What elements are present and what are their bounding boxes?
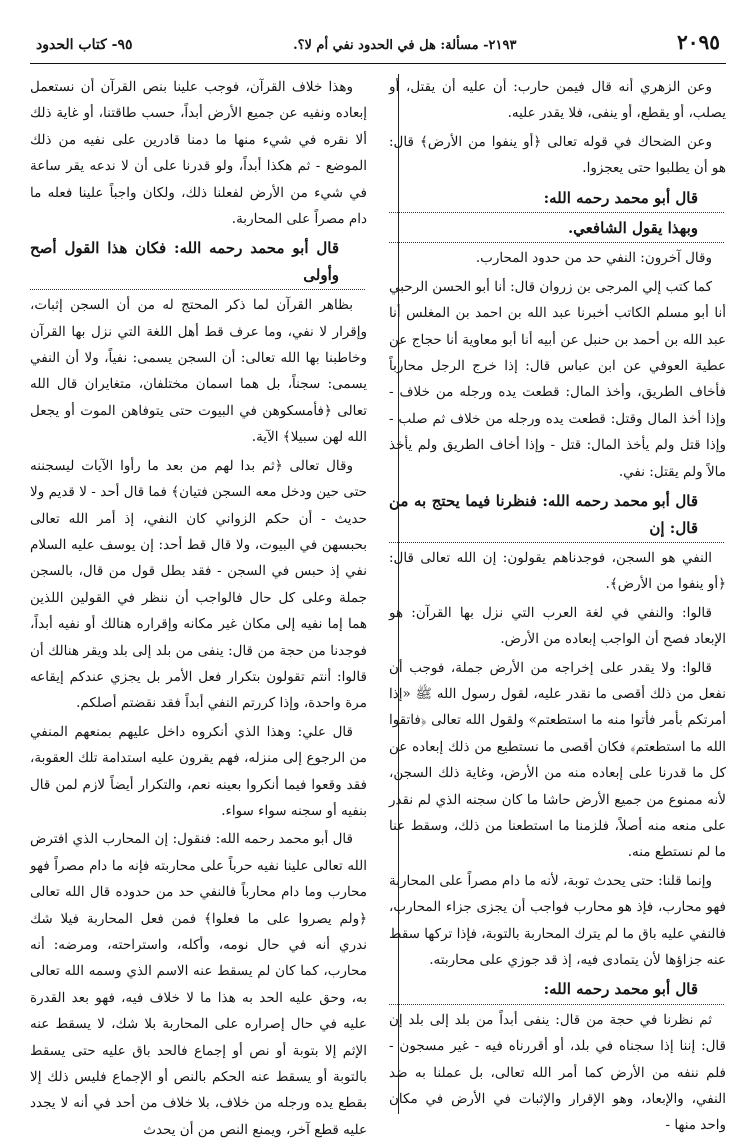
page-number: ٢٠٩٥ <box>677 30 720 54</box>
book-title: ٩٥- كتاب الحدود <box>36 37 133 53</box>
left-column-paragraph: بظاهر القرآن لما ذكر المحتج له من أن السجن إثبات، وإقرار لا نفي، وما عرف قط أهل اللغة التي نزل بها القرآن وخاطبنا بها الله تعالى: أن السجن يسمى: نفياً، ولا أن النفي يسمى: سجناً، بل هما اسمان مختلفان، متغايران قال الله تعالى ﴿فأمسكوهن في البيوت حتى يتوفاهن الموت أو يجعل الله لهن سبيلا﴾ الآية. <box>30 297 367 446</box>
right-column-heading: وبهذا يقول الشافعي. <box>389 215 726 241</box>
right-column-heading: قال أبو محمد رحمه الله: <box>389 976 726 1002</box>
left-column-paragraph: قال علي: وهذا الذي أنكروه داخل عليهم بمنعهم المنفي من الرجوع إلى منزله، فهم يقرون عليه استدامة تلك العقوبة، فقد وقعوا فيما أنكروا بعينه نعم، والتكرار أيضاً لازم لمن قال بنفيه أو سجنه سواء سواء. <box>30 723 367 819</box>
page-header <box>30 30 726 64</box>
text-columns <box>30 74 726 1138</box>
right-column-paragraph: النفي هو السجن، فوجدناهم يقولون: إن الله تعالى قال: ﴿أو ينفوا من الأرض﴾. <box>389 549 726 593</box>
left-column-paragraph: وقال تعالى ﴿ثم بدا لهم من بعد ما رأوا الآيات ليسجننه حتى حين ودخل معه السجن فتيان﴾ فما قال أحد - لا قديم ولا حديث - أن حكم الزواني كان النفي، إذ أمر الله تعالى بحبسهن في البيوت، ولا قال قط أحد: إن يوسف عليه السلام نفي إذ حبس في السجن - فقد بطل قول من قال، بالسجن جملة وعلى كل حال فالواجب أن ننظر في القولين اللذين هما إما نفيه إلى مكان غير مكانه وإقراره هنالك أو نفيه أبداً، فوجدنا من حجة من قال: ينفى من بلد إلى بلد ويقر هنالك أن قالوا: أنتم تقولون بتكرار فعل الأمر بل يجزي عندكم إيقاعه مرة واحدة، وإذا كررتم النفي أبداً فقد نقضتم أصلكم. <box>30 457 367 712</box>
right-column-heading: قال أبو محمد رحمه الله: فنظرنا فيما يحتج به من قال: إن <box>389 488 726 541</box>
left-column-heading: قال أبو محمد رحمه الله: فكان هذا القول أصح وأولى <box>30 235 367 288</box>
left-column-paragraph: قال أبو محمد رحمه الله: فنقول: إن المحارب الذي افترض الله تعالى علينا نفيه حرباً على محاربته فإنه ما دام مصراً فهو محارب وما دام محارباً فالنفي حد من حدوده قال الله تعالى ﴿ولم يصروا على ما فعلوا﴾ فمن فعل المحاربة فيلا شك ندري أنه في حال نومه، وأكله، واستراحته، ومرضه: أنه محارب، كما كان لم يسقط عنه الاسم الذي وسمه الله تعالى به، وحق عليه الحد به هذا ما لا خلاف فيه، فهو بعد القدرة عليه في حال إصراره على المحاربة بلا شك، لا يسقط عنه الإثم إلا بتوبة أو نص أو إجماع فالحد باق عليه حتى يسقط بالتوبة أو يسقط عنه الحكم بالنص أو الإجماع فليس ذلك إلا بقطع يده ورجله من خلاف، بلا خلاف من أحد في أنه لا يجدد عليه قطع آخر، ويمنع النص من أن يحدث <box>30 831 367 1138</box>
right-column-heading: قال أبو محمد رحمه الله: <box>389 185 726 211</box>
right-column <box>388 74 726 1134</box>
right-column-paragraph: كما كتب إلي المرجى بن زروان قال: أنا أبو الحسن الرحبي أنا أبو مسلم الكاتب أخبرنا عبد الله بن احمد بن المغلس أنا عبد الله بن أحمد بن حنبل عن أبيه أنا أبو معاوية أنا حجاج عن عطية العوفي عن ابن عباس قال: إذا خرج الرجل محارباً فأخاف الطريق، وأخذ المال: قطعت يده ورجله من خلاف - وإذا أخذ المال وقتل: قطعت يده ورجله من خلاف ثم صلب - وإذا قتل ولم يأخذ المال: قتل - وإذا أخاف الطريق ولم يأخذ مالاً ولم يقتل: نفي. <box>388 278 726 480</box>
right-column-paragraph: قالوا: والنفي في لغة العرب التي نزل بها القرآن: هو الإبعاد فصح أن الواجب إبعاده من الأرض. <box>389 604 726 648</box>
column-divider <box>398 74 399 1114</box>
right-column-paragraph: وعن الضحاك في قوله تعالى ﴿أو ينفوا من الأرض﴾ قال: هو أن يطلبوا حتى يعجزوا. <box>389 133 726 177</box>
right-column-paragraph: قالوا: ولا يقدر على إخراجه من الأرض جملة، فوجب أن نفعل من ذلك أقصى ما نقدر عليه، لقول رسول الله ﷺ «إذا أمرتكم بأمر فأتوا منه ما استطعتم» ولقول الله تعالى ﴿فاتقوا الله ما استطعتم﴾ فكان أقصى ما نستطيع من ذلك إبعاده عن كل ما قدرنا على إبعاده منه من الأرض، وغاية ذلك السجن، لأنه ممنوع من جميع الأرض حاشا ما كان سجنه الذي لم نقدر على منعه منه أصلاً، فلزمنا ما استطعنا من ذلك، وسقط عنا ما لم نستطع منه. <box>389 659 726 861</box>
right-column-paragraph: وعن الزهري أنه قال فيمن حارب: أن عليه أن يقتل، أو يصلب، أو يقطع، أو ينفى، فلا يقدر عليه. <box>389 79 726 122</box>
right-column-paragraph: وإنما قلنا: حتى يحدث توبة، لأنه ما دام مصراً على المحاربة فهو محارب، فإذ هو محارب فواجب أن يجزى جزاء المحارب، فالنفي عليه باق ما لم يترك المحاربة بالتوبة، فإذا تركها سقط عنه جزاؤها لأن يتمادى فيه، إذ قد جوزي على محاربته. <box>389 872 726 968</box>
right-column-paragraph: وقال آخرون: النفي حد من حدود المحارب. <box>475 250 712 267</box>
running-title: ٢١٩٣- مسألة: هل في الحدود نفي أم لا؟. <box>293 38 517 53</box>
right-column-paragraph: ثم نظرنا في حجة من قال: ينفى أبداً من بلد إلى بلد إن قال: إننا إذا سجناه في بلد، أو أقررناه فيه - غير مسجون - فلم ننفه من الأرض كما أمر الله تعالى، بل عملنا به ضد النفي، والإبعاد، وهو الإقرار والإثبات في الأرض في مكان واحد منها - <box>389 1011 726 1134</box>
left-column <box>30 74 367 1138</box>
left-column-paragraph: وهذا خلاف القرآن، فوجب علينا بنص القرآن أن نستعمل إبعاده ونفيه عن جميع الأرض أبداً، حسب طاقتنا، أو غاية ذلك ألا نقره في شيء منها ما دمنا قادرين على نفيه من ذلك الموضع - ثم هكذا أبداً، ولو قدرنا على أن لا ندعه يقر ساعة في شيء من الأرض لفعلنا ذلك، ولكان واجباً علينا فعله ما دام مصراً على المحاربة. <box>30 79 367 228</box>
